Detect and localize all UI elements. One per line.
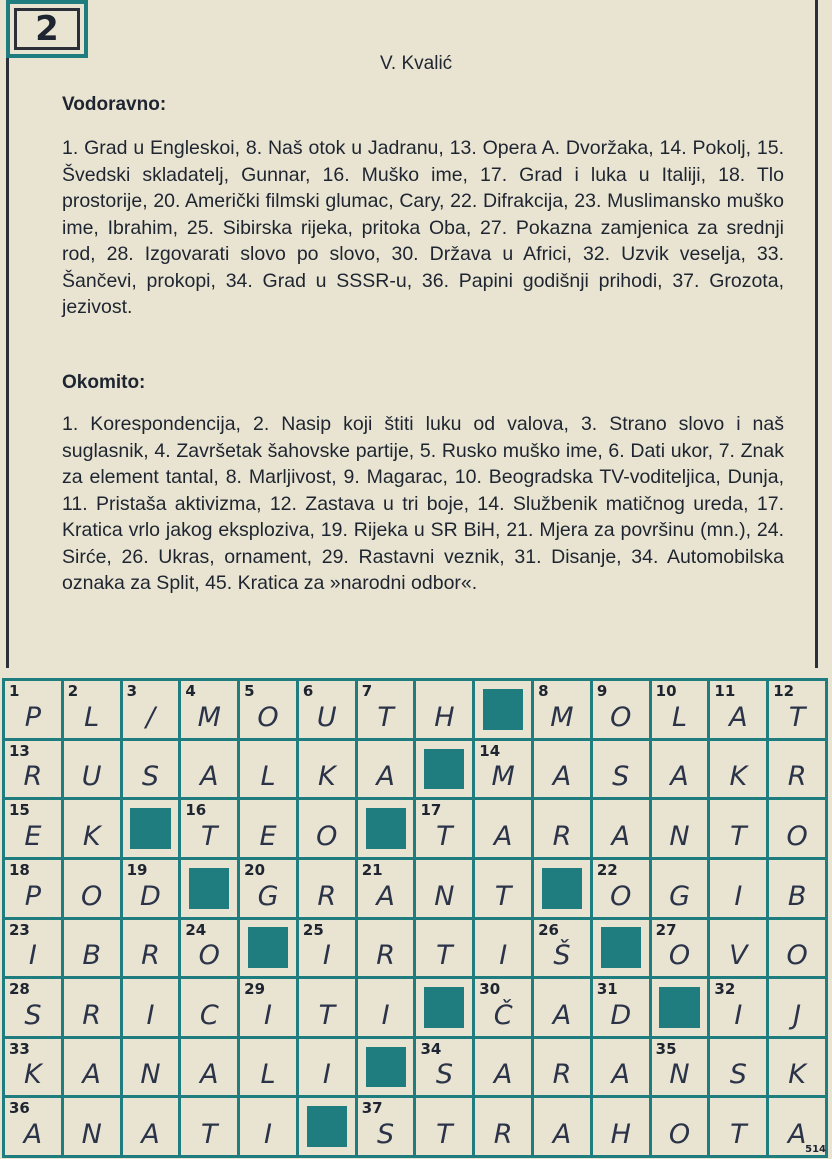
cell-letter: O: [668, 940, 691, 972]
grid-cell[interactable]: [593, 800, 649, 857]
grid-block-cell: [123, 800, 179, 857]
grid-cell[interactable]: [475, 860, 531, 917]
cell-number: 17: [420, 801, 442, 820]
cell-letter: O: [316, 820, 338, 852]
cell-letter: I: [322, 940, 331, 972]
grid-cell[interactable]: [5, 681, 61, 738]
cell-letter: N: [669, 1059, 690, 1091]
block-square: [248, 927, 288, 968]
cell-number: 21: [361, 860, 383, 879]
cell-number: 19: [126, 860, 148, 879]
block-square: [601, 927, 641, 968]
cell-number: 29: [244, 980, 266, 999]
cell-letter: A: [493, 820, 513, 852]
cell-number: 22: [596, 860, 618, 879]
cell-number: 2: [67, 682, 79, 700]
cell-number: 23: [9, 920, 30, 939]
grid-cell[interactable]: [299, 800, 355, 857]
cell-number: 33: [9, 1039, 30, 1058]
across-heading: Vodoravno:: [62, 94, 167, 115]
grid-cell[interactable]: [769, 920, 825, 977]
grid-cell[interactable]: [593, 1039, 649, 1096]
cell-letter: I: [264, 999, 273, 1031]
grid-cell[interactable]: [593, 860, 649, 917]
cell-number: 9: [596, 682, 608, 700]
across-clues: 1. Grad u Engleskoi, 8. Naš otok u Jadranu, 13. Opera A. Dvoržaka, 14. Pokolj, 15. Švedski skladatelj, Gunnar, 16. Muško ime, 17. Grad i luka u Italiji, 18. Tlo prostorije, 20. Američki filmski glumac, Cary, 22. Difrakcija, 23. Muslimansko muško ime, Ibrahim, 25. Sibirska rijeka, pritoka Oba, 27. Pokazna zamjenica za srednji rod, 28. Izgovarati slovo po slovo, 30. Država u Africi, 32. Uzvik veselja, 33. Šančevi, prokopi, 34. Grad u SSSR-u, 36. Papini godišnji prihodi, 37. Grozota, jezivost.: [62, 137, 784, 318]
grid-cell[interactable]: [652, 681, 708, 738]
grid-cell[interactable]: [64, 979, 120, 1036]
down-clues: 1. Korespondencija, 2. Nasip koji štiti luku od valova, 3. Strano slovo i naš suglasnik, 4. Završetak šahovske partije, 5. Rusko muško ime, 6. Dati ukor, 7. Znak za element tantal, 8. Marljivost, 9. Magarac, 10. Beogradska TV-voditeljica, Dunja, 11. Pristaša aktivizma, 12. Zastava u tri boje, 14. Službenik matičnog ureda, 17. Kratica vrlo jakog eksploziva, 19. Rijeka u SR BiH, 21. Mjera za površinu (mn.), 24. Sirće, 26. Ukras, ornament, 29. Rastavni veznik, 31. Disanje, 34. Automobilska oznaka za Split, 45. Kratica za »narodni odbor«.: [62, 413, 784, 594]
cell-letter: A: [23, 1119, 43, 1150]
cell-number: 27: [655, 920, 677, 939]
cell-letter: M: [197, 701, 221, 733]
cell-letter: S: [24, 999, 42, 1031]
grid-cell[interactable]: [299, 681, 355, 738]
grid-cell[interactable]: [181, 1098, 237, 1155]
cell-number: 20: [244, 860, 266, 879]
cell-number: 28: [9, 980, 30, 999]
grid-cell[interactable]: [652, 920, 708, 977]
cell-letter: T: [318, 999, 336, 1031]
cell-letter: H: [434, 701, 455, 733]
cell-letter: I: [264, 1119, 273, 1150]
block-square: [483, 689, 523, 730]
cell-letter: I: [28, 940, 37, 972]
grid-cell[interactable]: [64, 860, 120, 917]
cell-letter: L: [260, 761, 276, 793]
grid-cell[interactable]: [475, 800, 531, 857]
cell-letter: Š: [553, 940, 571, 972]
grid-cell[interactable]: [358, 741, 414, 798]
grid-cell[interactable]: [416, 1098, 472, 1155]
grid-cell[interactable]: [710, 1039, 766, 1096]
grid-cell[interactable]: [652, 741, 708, 798]
cell-letter: A: [376, 880, 395, 912]
block-square: [424, 749, 464, 790]
cell-letter: K: [317, 761, 336, 793]
cell-letter: K: [729, 761, 748, 793]
cell-letter: I: [499, 940, 508, 972]
block-square: [542, 868, 582, 909]
cell-letter: K: [788, 1059, 806, 1091]
grid-cell[interactable]: [123, 920, 179, 977]
grid-cell[interactable]: [5, 741, 61, 798]
cell-letter: A: [611, 820, 630, 852]
cell-letter: A: [787, 1119, 807, 1150]
cell-letter: R: [23, 761, 43, 793]
cell-letter: I: [381, 999, 390, 1031]
cell-letter: T: [377, 701, 394, 733]
grid-cell[interactable]: [710, 860, 766, 917]
cell-letter: D: [140, 880, 161, 912]
cell-number: 24: [185, 920, 207, 939]
cell-letter: D: [610, 999, 632, 1031]
cell-letter: A: [729, 701, 748, 733]
cell-letter: B: [787, 880, 807, 912]
grid-cell[interactable]: [5, 800, 61, 857]
grid-cell[interactable]: [710, 1098, 766, 1155]
grid-cell[interactable]: [181, 681, 237, 738]
cell-letter: I: [146, 999, 155, 1031]
cell-letter: S: [435, 1059, 453, 1091]
grid-cell[interactable]: [769, 860, 825, 917]
cell-letter: N: [81, 1119, 102, 1150]
grid-cell[interactable]: [593, 681, 649, 738]
grid-cell[interactable]: [652, 800, 708, 857]
cell-letter: O: [786, 940, 808, 972]
cell-letter: S: [612, 761, 630, 793]
grid-cell[interactable]: [181, 920, 237, 977]
grid-cell[interactable]: [710, 920, 766, 977]
grid-cell[interactable]: [240, 1039, 296, 1096]
grid-cell[interactable]: [240, 800, 296, 857]
cell-letter: V: [729, 940, 748, 972]
grid-cell[interactable]: [652, 860, 708, 917]
cell-letter: R: [141, 940, 160, 972]
grid-cell[interactable]: [358, 681, 414, 738]
cell-letter: I: [734, 880, 743, 912]
grid-block-cell: [358, 1039, 414, 1096]
grid-cell[interactable]: [299, 860, 355, 917]
cell-number: 36: [9, 1099, 30, 1118]
cell-letter: T: [730, 820, 747, 852]
cell-letter: H: [610, 1119, 631, 1150]
grid-cell[interactable]: [123, 860, 179, 917]
block-square: [189, 868, 229, 909]
cell-letter: T: [436, 1119, 453, 1150]
grid-cell[interactable]: [710, 979, 766, 1036]
cell-letter: A: [552, 999, 572, 1031]
block-square: [130, 808, 170, 849]
grid-block-cell: [593, 920, 649, 977]
grid-cell[interactable]: [299, 741, 355, 798]
block-square: [659, 987, 699, 1028]
cell-letter: K: [82, 820, 101, 852]
grid-cell[interactable]: [769, 681, 825, 738]
grid-cell[interactable]: [358, 979, 414, 1036]
grid-cell[interactable]: [475, 741, 531, 798]
grid-cell[interactable]: [5, 1098, 61, 1155]
cell-letter: A: [611, 1059, 630, 1091]
cell-number: 14: [479, 741, 501, 760]
cell-number: 4: [185, 682, 196, 700]
grid-cell[interactable]: [710, 800, 766, 857]
cell-letter: R: [493, 1119, 513, 1150]
cell-letter: N: [669, 820, 690, 852]
grid-block-cell: [240, 920, 296, 977]
cell-letter: T: [788, 701, 806, 733]
cell-letter: K: [24, 1059, 42, 1091]
cell-letter: R: [787, 761, 807, 793]
grid-cell[interactable]: [123, 741, 179, 798]
grid-cell[interactable]: [652, 1098, 708, 1155]
cell-letter: S: [729, 1059, 747, 1091]
grid-cell[interactable]: [534, 920, 590, 977]
grid-cell[interactable]: [123, 681, 179, 738]
cell-number: 15: [9, 801, 30, 820]
grid-cell[interactable]: [123, 979, 179, 1036]
grid-cell[interactable]: [240, 979, 296, 1036]
grid-cell[interactable]: [534, 681, 590, 738]
grid-cell[interactable]: [64, 920, 120, 977]
author-name: V. Kvalić: [380, 53, 453, 74]
grid-cell[interactable]: [64, 681, 120, 738]
grid-cell[interactable]: [769, 800, 825, 857]
cell-letter: /: [145, 701, 155, 733]
grid-block-cell: [416, 741, 472, 798]
grid-block-cell: [475, 681, 531, 738]
cell-letter: J: [793, 999, 802, 1031]
puzzle-number-box: [6, 0, 88, 58]
grid-cell[interactable]: [475, 920, 531, 977]
grid-cell[interactable]: [534, 741, 590, 798]
cell-letter: T: [494, 880, 512, 912]
cell-letter: A: [670, 761, 689, 793]
cell-letter: O: [610, 701, 632, 733]
cell-letter: O: [257, 701, 279, 733]
cell-number: 13: [9, 741, 30, 760]
grid-cell[interactable]: [710, 681, 766, 738]
cell-number: 25: [302, 920, 324, 939]
grid-cell[interactable]: [240, 681, 296, 738]
grid-cell[interactable]: [534, 1039, 590, 1096]
cell-number: 7: [361, 682, 373, 700]
grid-cell[interactable]: [64, 1098, 120, 1155]
grid-cell[interactable]: [64, 800, 120, 857]
cell-number: 26: [538, 920, 559, 939]
grid-block-cell: [416, 979, 472, 1036]
cell-letter: O: [198, 940, 220, 972]
cell-letter: O: [786, 820, 808, 852]
cell-letter: G: [257, 880, 279, 912]
cell-letter: O: [668, 1119, 691, 1150]
cell-letter: T: [200, 820, 218, 852]
grid-cell[interactable]: [416, 1039, 472, 1096]
grid-cell[interactable]: [416, 800, 472, 857]
cell-letter: Č: [493, 999, 513, 1031]
grid-cell[interactable]: [5, 860, 61, 917]
cell-letter: I: [322, 1059, 331, 1091]
cell-letter: L: [84, 701, 100, 733]
grid-cell[interactable]: [416, 860, 472, 917]
grid-cell[interactable]: [475, 1098, 531, 1155]
grid-cell[interactable]: [299, 979, 355, 1036]
cell-letter: E: [259, 820, 277, 852]
cell-letter: T: [436, 940, 453, 972]
puzzle-number: 2: [14, 8, 80, 50]
grid-cell[interactable]: [769, 979, 825, 1036]
grid-cell[interactable]: [416, 681, 472, 738]
cell-number: 37: [361, 1099, 383, 1118]
cell-number: 32: [714, 980, 736, 999]
cell-letter: N: [434, 880, 455, 912]
grid-cell[interactable]: [5, 979, 61, 1036]
grid-cell[interactable]: [416, 920, 472, 977]
cell-letter: U: [316, 701, 337, 733]
cell-letter: E: [24, 820, 42, 852]
cell-number: 12: [773, 682, 795, 700]
cell-letter: T: [730, 1119, 747, 1150]
cell-letter: M: [550, 701, 574, 733]
grid-cell[interactable]: [299, 920, 355, 977]
grid-cell[interactable]: [181, 979, 237, 1036]
cell-number: 5: [244, 682, 255, 700]
cell-number: 3: [126, 682, 137, 700]
cell-letter: A: [141, 1119, 160, 1150]
cell-number: 6: [302, 682, 314, 700]
cell-letter: R: [376, 940, 395, 972]
grid-cell[interactable]: [475, 979, 531, 1036]
grid-block-cell: [358, 800, 414, 857]
grid-cell[interactable]: [358, 920, 414, 977]
grid-cell[interactable]: [358, 1098, 414, 1155]
grid-cell[interactable]: [240, 860, 296, 917]
cell-letter: M: [491, 761, 515, 793]
grid-cell[interactable]: [652, 1039, 708, 1096]
grid-cell[interactable]: [123, 1039, 179, 1096]
block-square: [366, 808, 406, 849]
cell-letter: L: [260, 1059, 276, 1091]
cell-letter: A: [493, 1059, 513, 1091]
grid-cell[interactable]: [593, 741, 649, 798]
cell-letter: A: [200, 761, 219, 793]
cell-letter: P: [24, 880, 42, 912]
grid-cell[interactable]: [299, 1039, 355, 1096]
cell-letter: R: [552, 820, 572, 852]
grid-cell[interactable]: [593, 1098, 649, 1155]
grid-cell[interactable]: [5, 1039, 61, 1096]
grid-block-cell: [652, 979, 708, 1036]
cell-letter: T: [436, 820, 453, 852]
cell-letter: A: [552, 1119, 572, 1150]
cell-letter: A: [82, 1059, 101, 1091]
cell-letter: I: [734, 999, 743, 1031]
grid-cell[interactable]: [181, 1039, 237, 1096]
cell-letter: P: [24, 701, 42, 733]
grid-block-cell: [299, 1098, 355, 1155]
cell-number: 30: [479, 980, 501, 999]
cell-letter: O: [610, 880, 632, 912]
grid-cell[interactable]: [593, 979, 649, 1036]
cell-letter: G: [669, 880, 690, 912]
cell-letter: R: [552, 1059, 572, 1091]
grid-block-cell: [181, 860, 237, 917]
cell-number: 18: [9, 860, 30, 879]
cell-number: 16: [185, 801, 207, 820]
cell-letter: S: [141, 761, 160, 793]
grid-cell[interactable]: [181, 800, 237, 857]
cell-letter: R: [317, 880, 337, 912]
cell-letter: A: [200, 1059, 219, 1091]
block-square: [366, 1047, 406, 1088]
grid-cell[interactable]: [181, 741, 237, 798]
grid-cell[interactable]: [475, 1039, 531, 1096]
cell-letter: A: [376, 761, 395, 793]
page-number: 514: [805, 1144, 826, 1155]
grid-cell[interactable]: [5, 920, 61, 977]
cell-letter: B: [82, 940, 101, 972]
block-square: [307, 1106, 347, 1147]
cell-letter: R: [82, 999, 102, 1031]
grid-cell[interactable]: [240, 1098, 296, 1155]
cell-letter: S: [377, 1119, 395, 1150]
cell-number: 11: [714, 682, 736, 700]
grid-block-cell: [534, 860, 590, 917]
grid-cell[interactable]: [64, 1039, 120, 1096]
cell-letter: C: [199, 999, 219, 1031]
cell-letter: L: [672, 701, 688, 733]
cell-number: 35: [655, 1039, 677, 1058]
cell-number: 8: [538, 682, 549, 700]
cell-letter: T: [200, 1119, 218, 1150]
grid-cell[interactable]: [123, 1098, 179, 1155]
grid-cell[interactable]: [534, 1098, 590, 1155]
cell-letter: A: [552, 761, 572, 793]
cell-number: 31: [596, 980, 618, 999]
block-square: [424, 987, 464, 1028]
cell-number: 34: [420, 1039, 442, 1058]
grid-cell[interactable]: [769, 741, 825, 798]
grid-cell[interactable]: [240, 741, 296, 798]
grid-cell[interactable]: [358, 860, 414, 917]
cell-letter: N: [140, 1059, 161, 1091]
grid-cell[interactable]: [710, 741, 766, 798]
grid-cell[interactable]: [64, 741, 120, 798]
cell-number: 10: [655, 682, 677, 700]
crossword-grid: [2, 678, 828, 1158]
cell-letter: O: [81, 880, 103, 912]
grid-cell[interactable]: [534, 800, 590, 857]
down-heading: Okomito:: [62, 372, 146, 393]
grid-cell[interactable]: [769, 1039, 825, 1096]
cell-letter: U: [81, 761, 102, 793]
cell-number: 1: [9, 682, 20, 700]
grid-cell[interactable]: [534, 979, 590, 1036]
